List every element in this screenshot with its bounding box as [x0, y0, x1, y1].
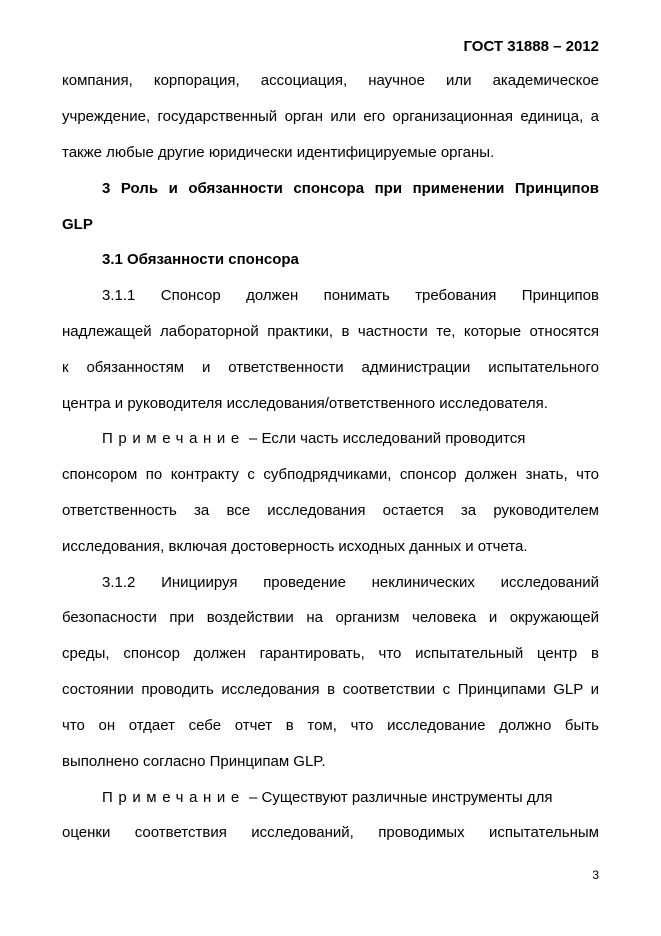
- body-line: компания, корпорация, ассоциация, научное или академическое: [62, 72, 599, 89]
- section-heading-cont: GLP: [62, 216, 93, 233]
- body-line: также любые другие юридически идентифицируемые органы.: [62, 144, 495, 161]
- body-line: оценки соответствия исследований, проводимых испытательным: [62, 824, 599, 841]
- note-line: [102, 789, 599, 807]
- body-line: среды, спонсор должен гарантировать, что испытательный центр в: [62, 645, 599, 662]
- page-number: 3: [592, 868, 599, 882]
- body-line: ответственность за все исследования остается за руководителем: [62, 502, 599, 519]
- section-heading: 3 Роль и обязанности спонсора при применении Принципов: [102, 180, 599, 197]
- note-label: Примечание: [102, 789, 245, 806]
- note-label: Примечание: [102, 430, 245, 447]
- body-line: учреждение, государственный орган или его организационная единица, а: [62, 108, 599, 125]
- body-line: выполнено согласно Принципам GLP.: [62, 753, 326, 770]
- document-code-header: ГОСТ 31888 – 2012: [463, 38, 599, 55]
- body-line: спонсором по контракту с субподрядчиками, спонсор должен знать, что: [62, 466, 599, 483]
- body-line: безопасности при воздействии на организм человека и окружающей: [62, 609, 599, 626]
- clause-line: 3.1.1 Спонсор должен понимать требования Принципов: [102, 287, 599, 304]
- body-line: состоянии проводить исследования в соответствии с Принципами GLP и: [62, 681, 599, 698]
- body-line: исследования, включая достоверность исходных данных и отчета.: [62, 538, 528, 555]
- note-text: – Если часть исследований проводится: [244, 430, 526, 447]
- body-line: к обязанностям и ответственности администрации испытательного: [62, 359, 599, 376]
- clause-line: 3.1.2 Инициируя проведение неклинических исследований: [102, 574, 599, 591]
- subsection-heading: 3.1 Обязанности спонсора: [102, 251, 299, 268]
- note-text: – Существуют различные инструменты для: [244, 789, 553, 806]
- body-line: что он отдает себе отчет в том, что исследование должно быть: [62, 717, 599, 734]
- body-line: надлежащей лабораторной практики, в частности те, которые относятся: [62, 323, 599, 340]
- note-line: [102, 430, 599, 448]
- body-line: центра и руководителя исследования/ответственного исследователя.: [62, 395, 548, 412]
